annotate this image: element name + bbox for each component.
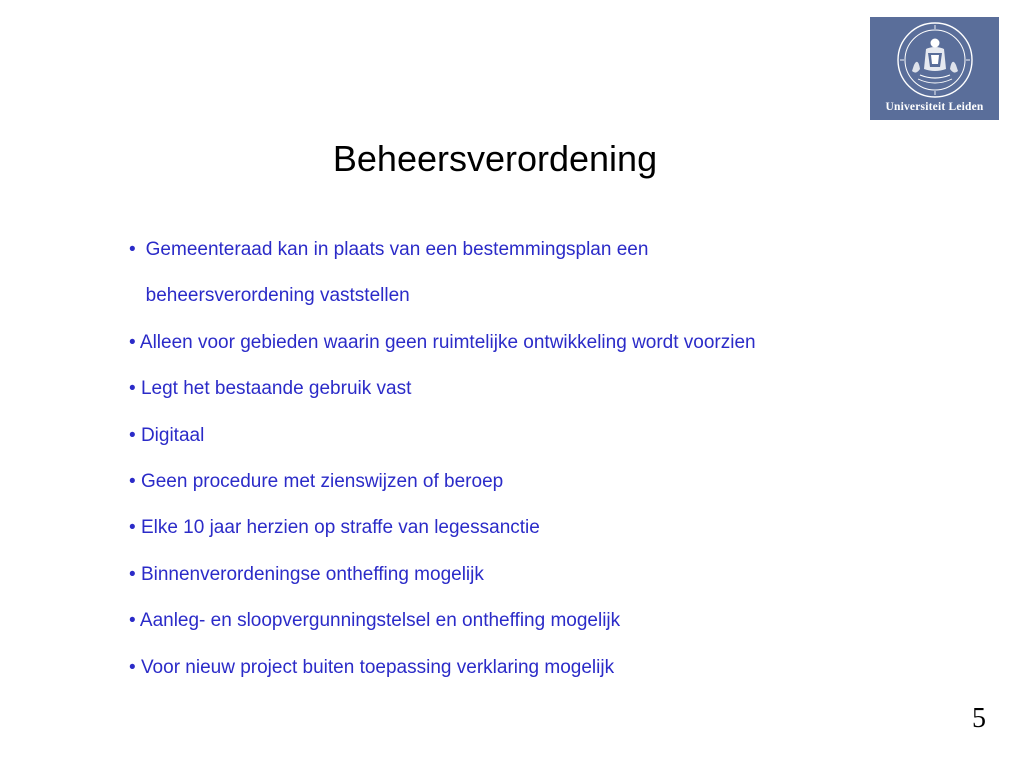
bullet-text: Aanleg- en sloopvergunningstelsel en ontheffing mogelijk — [139, 610, 621, 632]
logo-text: Universiteit Leiden — [885, 101, 984, 113]
bullet-text: Alleen voor gebieden waarin geen ruimtelijke ontwikkeling wordt voorzien — [139, 331, 756, 353]
university-seal-icon — [870, 17, 999, 101]
list-item — [129, 653, 766, 699]
bullet-symbol: • — [129, 610, 136, 632]
list-item — [129, 606, 766, 652]
bullet-text: Legt het bestaande gebruik vast — [140, 378, 412, 400]
list-item — [129, 560, 766, 606]
list-item — [129, 235, 766, 328]
bullet-text: Digitaal — [140, 424, 205, 446]
bullet-text: Elke 10 jaar herzien op straffe van legessanctie — [140, 517, 540, 539]
bullet-symbol: • — [129, 470, 136, 492]
bullet-text: Gemeenteraad kan in plaats van een bestemmingsplan een beheersverordening vaststellen — [145, 239, 649, 307]
list-item — [129, 328, 766, 374]
bullet-symbol: • — [129, 563, 136, 585]
university-logo — [870, 17, 999, 120]
slide-title: Beheersverordening — [332, 138, 658, 179]
bullet-symbol: • — [129, 517, 136, 539]
bullet-symbol: • — [129, 331, 136, 353]
bullet-symbol: • — [129, 656, 136, 678]
list-item — [129, 421, 766, 467]
list-item — [129, 467, 766, 513]
bullet-symbol: • — [129, 239, 136, 260]
bullet-symbol: • — [129, 378, 136, 400]
bullet-text: Binnenverordeningse ontheffing mogelijk — [140, 563, 484, 585]
bullet-text: Voor nieuw project buiten toepassing verklaring mogelijk — [140, 656, 615, 678]
page-number: 5 — [972, 703, 986, 734]
bullet-list — [129, 235, 766, 699]
bullet-text: Geen procedure met zienswijzen of beroep — [140, 470, 504, 492]
list-item — [129, 513, 766, 559]
bullet-symbol: • — [129, 424, 136, 446]
list-item — [129, 374, 766, 420]
